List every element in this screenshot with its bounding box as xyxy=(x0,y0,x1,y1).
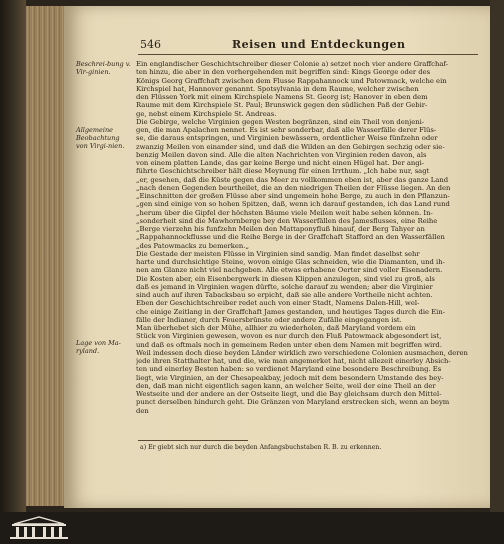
text-line: se, die daraus entspringen, und Virginien bewässern, ordentlicher Weise fünfzehn oder xyxy=(136,134,438,143)
header-rule xyxy=(138,54,478,55)
body-text xyxy=(136,60,482,415)
footnote-rule xyxy=(138,440,248,441)
page-gutter xyxy=(490,0,504,512)
text-line: von einem platten Lande, das gar keine Berge und nicht einen Hügel hat. Der angi- xyxy=(136,159,425,167)
text-line: sind auch auf ihren Tabacksbau so erpicht, daß sie alle andere Vortheile nicht achten. xyxy=(136,291,433,299)
text-line: Westseite und der andere an der Ostseite liegt, und die Bay gleichsam durch den Mittel- xyxy=(136,390,442,398)
margin-note: Allgemeine Beobachtung von Virgi-nien. xyxy=(76,126,125,150)
text-line: benzig Meilen davon sind. Alle die alten Nachrichten von Virginien reden davon, als xyxy=(136,150,427,159)
text-line: „des Patowmacks zu bemerken.„ xyxy=(136,241,249,250)
text-line: Stück von Virginien gewesen, wovon es nur durch den Fluß Patowmack abgesondert ist, xyxy=(136,332,442,341)
text-line: Man überhebet sich der Mühe, allhier zu wiederholen, daß Maryland vordem ein xyxy=(136,324,416,332)
text-line: ten hinzu, die aber in den vorhergehenden mit begriffen sind: Kings George oder des xyxy=(136,68,431,77)
library-building-icon xyxy=(4,515,74,541)
text-line: und daß es oftmals noch in gemeinem Reden unter eben dem Namen mit begriffen wird. xyxy=(136,340,442,349)
margin-note: Lage von Ma-ryland. xyxy=(76,339,121,355)
text-line: Die Gestade der meisten Flüsse in Virginien sind sandig. Man findet daselbst sehr xyxy=(136,249,420,258)
text-line: „herum über die Gipfel der höchsten Bäume viele Meilen weit habe sehen können. In- xyxy=(136,208,433,217)
text-line: zwanzig Meilen von einander sind, und daß die Wilden an den Gebirgen sechzig oder sie- xyxy=(136,142,445,151)
text-line: nen am Glanze nicht viel nachgeben. Alle etwas erhabene Oerter sind voller Eisenadern. xyxy=(136,266,443,275)
text-line: den, daß man nicht eigentlich sagen kann, an welcher Seite, weil der eine Theil an der xyxy=(136,381,436,390)
book-binding xyxy=(0,0,26,512)
text-line: ten und einerley Besten haben: so verdienet Maryland eine besondere Beschreibung. Es xyxy=(136,365,442,374)
text-line: „Einschnitten der großen Flüsse aber sind ungemein hohe Berge, zu auch in den Pflanzun- xyxy=(136,192,450,200)
text-line: Eben der Geschichtschreiber redet auch von einer Stadt, Namens Dalen-Hill, wel- xyxy=(136,299,420,308)
text-line: jede ihren Statthalter hat, und die, wie man angemerket hat, nicht allezeit einerley Absich- xyxy=(136,357,451,365)
page-number: 546 xyxy=(140,38,161,51)
viewer-footer xyxy=(0,512,504,544)
text-line: liegt, wie Virginien, an der Chesapeakbay, jedoch mit dem besondern Umstande des bey- xyxy=(136,373,444,382)
text-line: „gen sind einige von so hohen Spitzen, daß, wenn ich darauf gestanden, ich das Land rund xyxy=(136,200,450,209)
text-line: „nach denen Gegenden beurtheilet, die an den niedrigen Theilen der Flüsse liegen. An den xyxy=(136,183,451,192)
text-line: harte und durchsichtige Steine, wovon einige Glas schneiden, wie die Diamanten, und ih- xyxy=(136,258,445,266)
text-line: „Berge vierzehn bis funfzehn Meilen den Mattaponyfluß hinauf, der Berg Tahyer an xyxy=(136,225,425,233)
text-line: che einige Zeitlang in der Graffchaft James gestanden, und heutiges Tages durch die Ein- xyxy=(136,307,445,316)
footnote: a) Er giebt sich nur durch die beyden Anfangsbuchstaben R. B. zu erkennen. xyxy=(140,444,382,451)
text-line: „Rappahannockflusse und die Reihe Berge in der Graffchaft Stafford an den Wasserfällen xyxy=(136,233,445,242)
text-line: ge, nebst einem Kirchspiele St. Andreas. xyxy=(136,109,277,118)
text-line: Weil indessen doch diese beyden Länder wirklich zwo verschiedene Colonien ausmachen, deren xyxy=(136,348,468,357)
page-header xyxy=(140,38,440,52)
text-line: „er, gesehen, daß die Küste gegen das Meer zu vollkommen eben ist, aber das ganze Land xyxy=(136,175,449,184)
text-line: fälle der Indianer, durch Feuersbrünste oder andere Zufälle eingegangen ist. xyxy=(136,315,402,324)
text-line: führte Geschichtschreiber hält diese Meynung für einen Irrthum. „Ich habe nur, sagt xyxy=(136,167,430,176)
text-line: den Flüssen York mit einem Kirchspiele Namens St. Georg ist; Hanover in eben dem xyxy=(136,93,428,101)
text-line: punct derselben hindurch geht. Die Gränzen von Maryland erstrecken sich, wenn an beym xyxy=(136,398,450,407)
text-line: den xyxy=(136,406,149,415)
text-line: Königs Georg Graffchaft zwischen dem Flusse Rappahannock und Patowmack, welche ein xyxy=(136,76,447,85)
page-fore-edge xyxy=(26,6,68,506)
text-line: Die Kosten aber, ein Eisenbergwerk in diesen Klippen anzulegen, sind viel zu groß, als xyxy=(136,274,435,283)
text-line: gen, die man Apalachen nennet. Es ist sehr sonderbar, daß alle Wasserfälle derer Flüs- xyxy=(136,126,437,134)
text-line: Raume mit dem Kirchspiele St. Paul; Brunswick gegen den südlichen Paß der Gebir- xyxy=(136,101,428,110)
text-line: Ein englandischer Geschichtschreiber dieser Colonie a) setzet noch vier andere Graffchaf- xyxy=(136,60,448,68)
text-line: Kirchspiel hat, Hannover genannt. Spotsylvania in dem Raume, welcher zwischen xyxy=(136,84,419,93)
text-line: Die Gebirge, welche Virginien gegen Westen begränzen, sind ein Theil von denjeni- xyxy=(136,117,425,126)
text-line: daß es jemand in Virginien wagen dürfte, solche darauf zu wenden; aber die Virginier xyxy=(136,282,433,291)
running-head: Reisen und Entdeckungen xyxy=(232,38,406,51)
margin-note: Beschrei-bung v. Vir-ginien. xyxy=(76,60,131,76)
text-line: „sonderheit sind die Mawhornberge bey den Wasserfällen des Jamesflusses, eine Reihe xyxy=(136,216,438,225)
